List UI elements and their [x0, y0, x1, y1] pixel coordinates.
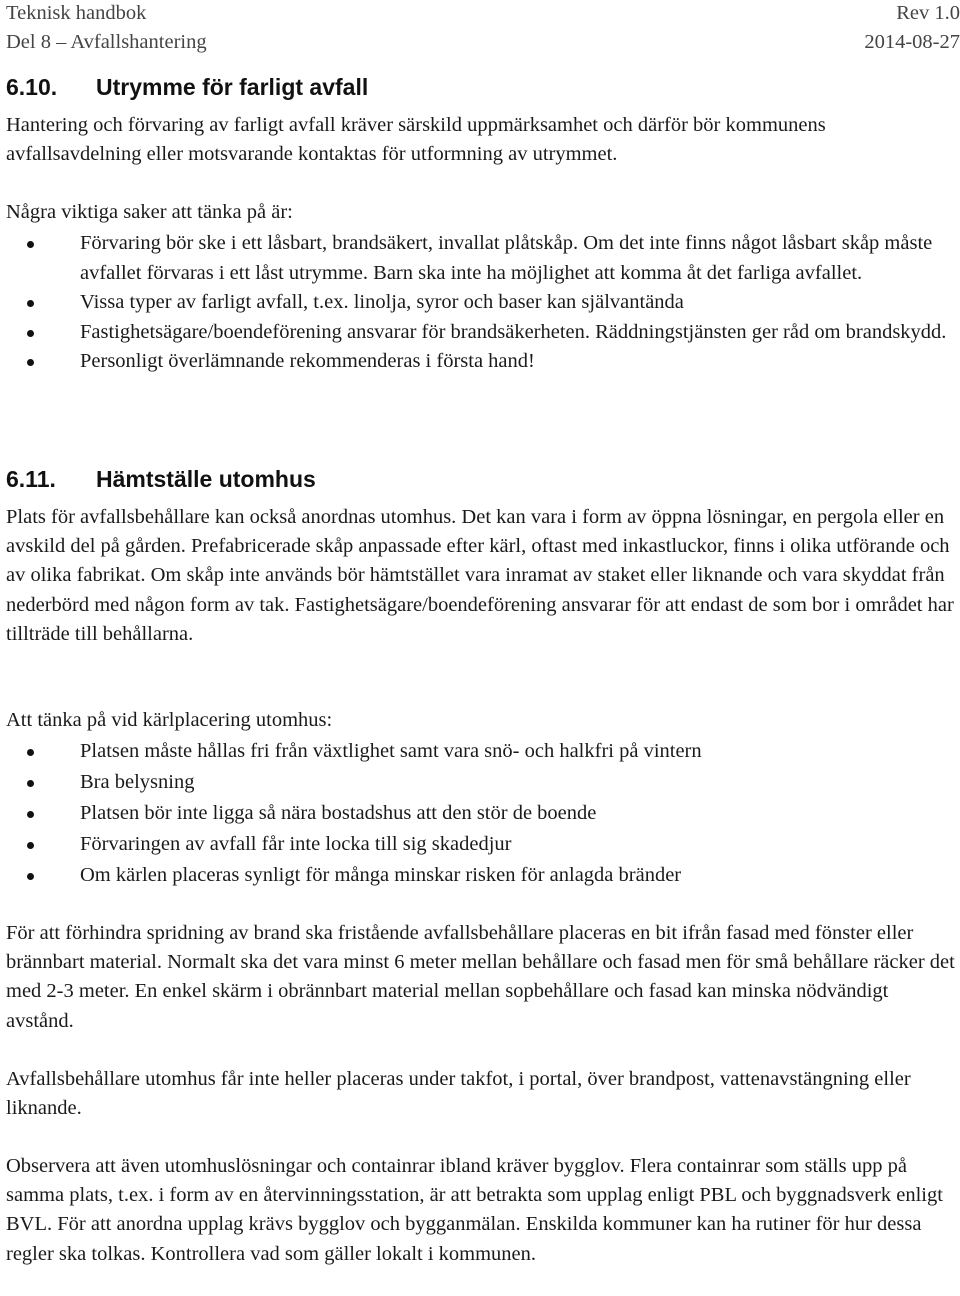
bullet-icon — [27, 359, 34, 366]
section-6-11-paragraph-3: Avfallsbehållare utomhus får inte heller placeras under takfot, i portal, över brandpost, vattenavstängning eller liknande. — [6, 1068, 911, 1120]
bullet-icon — [27, 842, 34, 849]
bullet-icon — [27, 300, 34, 307]
bullet-icon — [27, 811, 34, 818]
hazardous-waste-list — [0, 229, 955, 377]
section-6-10-list-intro: Några viktiga saker att tänka på är: — [6, 201, 293, 223]
list-item: Fastighetsägare/boendeförening ansvarar för brandsäkerheten. Räddningstjänsten ger råd om brandskydd. — [0, 318, 955, 348]
bin-placement-list — [0, 736, 955, 891]
list-item: Förvaring bör ske i ett låsbart, brandsäkert, invallat plåtskåp. Om det inte finns något låsbart skåp måste avfallet förvaras i ett låst utrymme. Barn ska inte ha möjlighet att komma åt det farliga avfallet. — [0, 229, 955, 288]
section-title: Hämtställe utomhus — [96, 466, 316, 492]
bullet-icon — [27, 330, 34, 337]
section-6-11-heading — [6, 465, 316, 493]
handbook-title: Teknisk handbok — [6, 2, 147, 24]
list-item: Bra belysning — [0, 767, 955, 798]
bullet-icon — [27, 873, 34, 880]
bullet-icon — [27, 749, 34, 756]
list-item: Platsen måste hållas fri från växtlighet samt vara snö- och halkfri på vintern — [0, 736, 955, 767]
section-number: 6.10. — [6, 74, 58, 100]
running-header-line-2 — [6, 29, 960, 55]
part-title: Del 8 – Avfallshantering — [6, 31, 207, 53]
list-item: Platsen bör inte ligga så nära bostadshus att den stör de boende — [0, 798, 955, 829]
revision-label: Rev 1.0 — [896, 2, 960, 24]
document-date: 2014-08-27 — [864, 31, 960, 53]
section-6-11-paragraph-4: Observera att även utomhuslösningar och containrar ibland kräver bygglov. Flera containrar som ställs upp på samma plats, t.ex. i form av en återvinningsstation, är att betrakta som upplag enligt PBL och byggnadsverk enligt BVL. För att anordna upplag krävs bygglov och bygganmälan. Enskilda kommuner kan ha rutiner för hur dessa regler ska tolkas. Kontrollera vad som gäller lokalt i kommunen. — [6, 1155, 943, 1265]
section-6-10-heading — [6, 73, 368, 101]
section-title: Utrymme för farligt avfall — [96, 74, 369, 100]
section-6-11-paragraph-1: Plats för avfallsbehållare kan också anordnas utomhus. Det kan vara i form av öppna lösningar, en pergola eller en avskild del på gården. Prefabricerade skåp anpassade efter kärl, oftast med inkastluckor, finns i olika utförande och av olika fabrikat. Om skåp inte används bör hämtstället vara inramat av staket eller liknande och vara skyddat från nederbörd med någon form av tak. Fastighetsägare/boendeförening ansvarar för att endast de som bor i området har tillträde till behållarna. — [6, 506, 954, 645]
bullet-icon — [27, 780, 34, 787]
section-number: 6.11. — [6, 466, 56, 492]
list-item: Vissa typer av farligt avfall, t.ex. linolja, syror och baser kan självantända — [0, 288, 955, 318]
list-item: Om kärlen placeras synligt för många minskar risken för anlagda bränder — [0, 860, 955, 891]
section-6-11-list-intro: Att tänka på vid kärlplacering utomhus: — [6, 709, 333, 731]
list-item: Personligt överlämnande rekommenderas i första hand! — [0, 347, 955, 377]
running-header-line-1 — [6, 0, 960, 26]
section-6-11-paragraph-2: För att förhindra spridning av brand ska fristående avfallsbehållare placeras en bit ifrån fasad med fönster eller brännbart material. Normalt ska det vara minst 6 meter mellan behållare och fasad men för små behållare räcker det med 2-3 meter. En enkel skärm i obrännbart material mellan sopbehållare och fasad kan minska nödvändigt avstånd. — [6, 922, 955, 1032]
bullet-icon — [27, 241, 34, 248]
list-item: Förvaringen av avfall får inte locka till sig skadedjur — [0, 829, 955, 860]
section-6-10-intro: Hantering och förvaring av farligt avfall kräver särskild uppmärksamhet och därför bör kommunens avfallsavdelning eller motsvarande kontaktas för utformning av utrymmet. — [6, 114, 826, 166]
